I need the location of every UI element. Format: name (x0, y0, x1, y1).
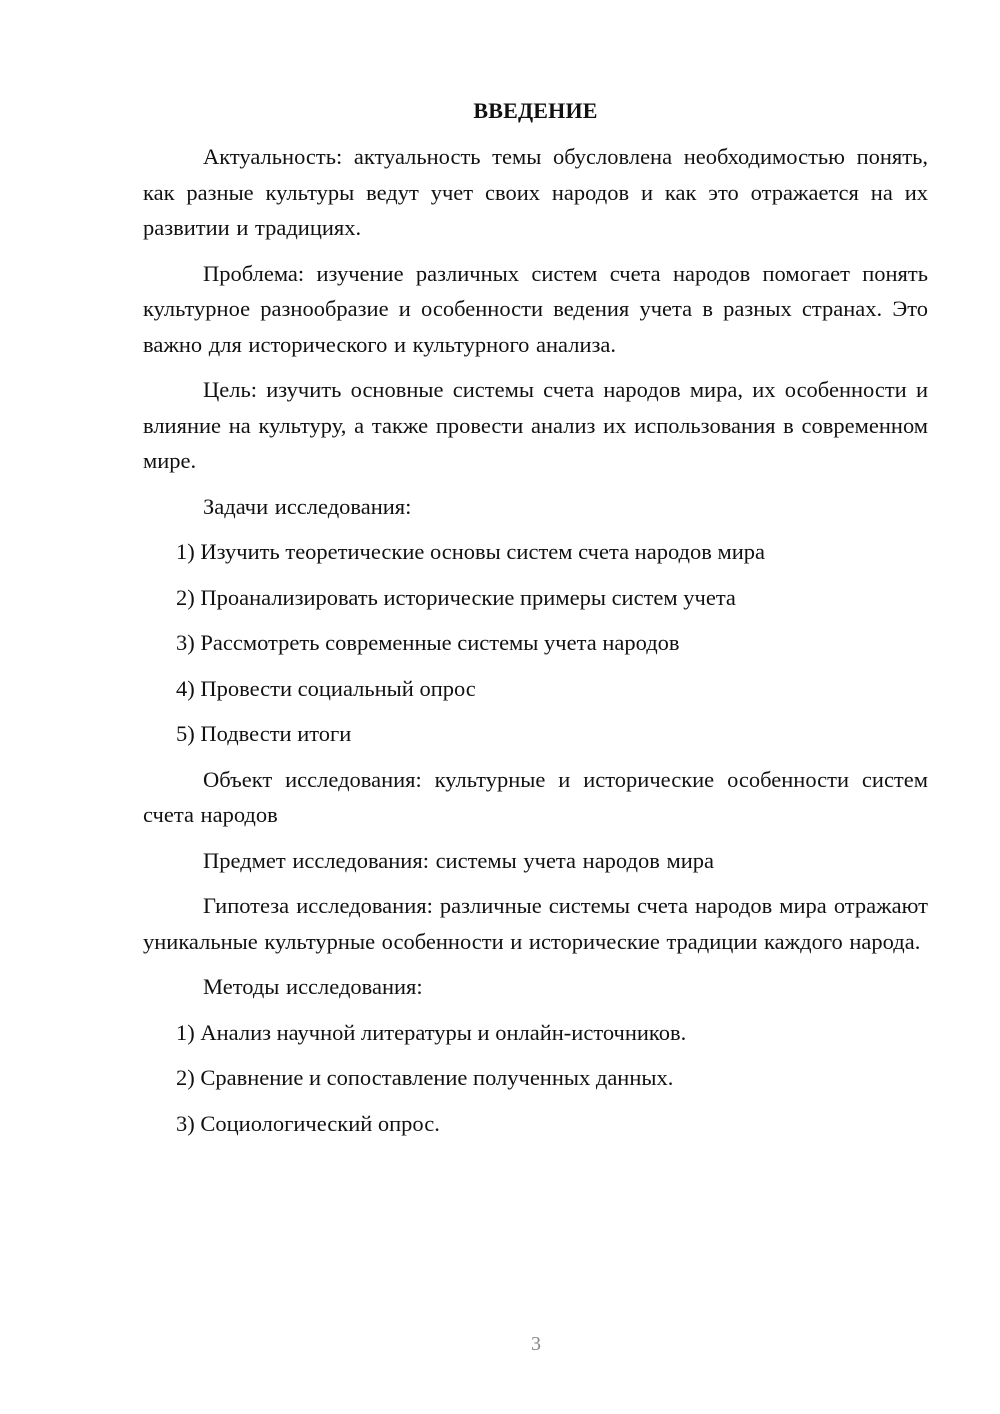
list-item: 1) Изучить теоретические основы систем счета народов мира (176, 539, 766, 564)
list-item: 3) Рассмотреть современные системы учета народов (176, 630, 680, 655)
list-item: 1) Анализ научной литературы и онлайн-источников. (176, 1019, 687, 1045)
hypothesis-paragraph: Гипотеза исследования: различные системы счета народов мира отражают уникальные культурные особенности и исторические традиции каждого народа. (143, 893, 928, 954)
page-number: 3 (531, 1333, 541, 1355)
methods-heading: Методы исследования: (203, 974, 423, 999)
tasks-heading: Задачи исследования: (203, 493, 412, 519)
subject-paragraph: Предмет исследования: системы учета народов мира (203, 847, 714, 873)
relevance-paragraph: Актуальность: актуальность темы обусловлена необходимостью понять, как разные культуры ведут учет своих народов и как это отражается на их развитии и традициях. (143, 144, 928, 240)
list-item: 4) Провести социальный опрос (176, 675, 476, 701)
list-item: 5) Подвести итоги (176, 721, 352, 746)
list-item: 3) Социологический опрос. (176, 1110, 440, 1136)
tasks-list (143, 534, 928, 752)
methods-list (143, 1015, 928, 1142)
goal-paragraph: Цель: изучить основные системы счета народов мира, их особенности и влияние на культуру, а также провести анализ их использования в современном мире. (143, 377, 928, 473)
list-item: 2) Сравнение и сопоставление полученных данных. (176, 1065, 674, 1090)
page-content (143, 94, 928, 1141)
list-item: 2) Проанализировать исторические примеры систем учета (176, 584, 736, 610)
problem-paragraph: Проблема: изучение различных систем счета народов помогает понять культурное разнообразие и особенности ведения учета в разных странах. Это важно для исторического и культурного анализа. (143, 260, 928, 357)
object-paragraph: Объект исследования: культурные и исторические особенности систем счета народов (143, 766, 928, 827)
section-title: ВВЕДЕНИЕ (473, 98, 598, 123)
